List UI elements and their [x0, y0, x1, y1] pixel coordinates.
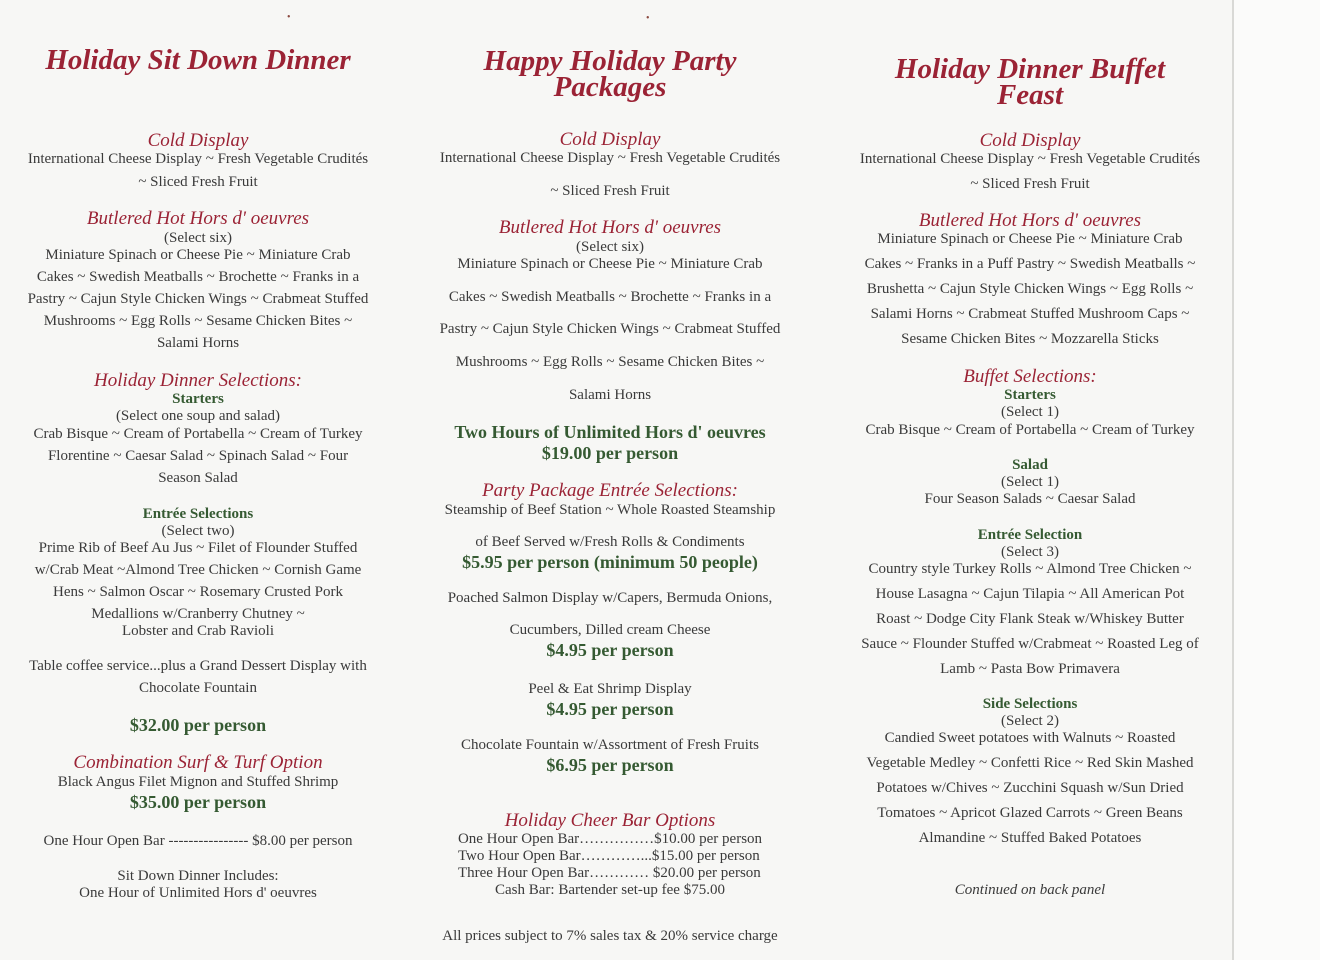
bar-options-heading: Holiday Cheer Bar Options [504, 810, 716, 831]
fountain-line: Chocolate Fountain w/Assortment of Fresh Fruits [461, 737, 759, 753]
entree-heading: Party Package Entrée Selections: [482, 480, 738, 501]
starters-line: Crab Bisque ~ Cream of Portabella ~ Cream of Turkey [33, 426, 363, 442]
unlimited-price: $19.00 per person [541, 443, 679, 463]
sides-line: Potatoes w/Chives ~ Zucchini Squash w/Sun Dried [876, 780, 1184, 796]
entree-line: Prime Rib of Beef Au Jus ~ Filet of Flounder Stuffed [38, 540, 358, 556]
bar-option: One Hour Open Bar……………$10.00 per person [457, 831, 763, 847]
entree-note: (Select 3) [1001, 544, 1059, 560]
bar-options-lines [458, 831, 762, 899]
starters-line: Season Salad [158, 470, 238, 486]
continued-note: Continued on back panel [954, 882, 1106, 898]
bar-option: Three Hour Open Bar………… $20.00 per person [457, 865, 761, 881]
hot-hors-line: Pastry ~ Cajun Style Chicken Wings ~ Crabmeat Stuffed [439, 321, 781, 337]
coffee-line: Chocolate Fountain [139, 680, 257, 696]
surf-turf-line: Black Angus Filet Mignon and Stuffed Shrimp [57, 774, 339, 790]
sit-down-dinner-panel [10, 0, 386, 960]
includes-line: Sit Down Dinner Includes: [117, 868, 279, 884]
cold-display-line: ~ Sliced Fresh Fruit [970, 176, 1090, 192]
hot-hors-line: Pastry ~ Cajun Style Chicken Wings ~ Crabmeat Stuffed [27, 291, 369, 307]
salad-line: Four Season Salads ~ Caesar Salad [924, 491, 1136, 507]
salad-note: (Select 1) [1001, 474, 1059, 490]
starters-note: (Select 1) [1001, 404, 1059, 420]
entree-line: Sauce ~ Flounder Stuffed w/Crabmeat ~ Roasted Leg of [861, 636, 1199, 652]
entree-line: w/Crab Meat ~Almond Tree Chicken ~ Cornish Game [34, 562, 362, 578]
surf-turf-price: $35.00 per person [129, 792, 267, 812]
hot-hors-line: Salami Horns [156, 335, 240, 351]
hot-hors-line: Mushrooms ~ Egg Rolls ~ Sesame Chicken Bites ~ [43, 313, 353, 329]
salmon-price: $4.95 per person [546, 640, 674, 660]
sides-subheading: Side Selections [982, 696, 1078, 712]
starters-subheading: Starters [1004, 387, 1056, 403]
panel-title-line: Packages [553, 71, 667, 103]
entree-line: of Beef Served w/Fresh Rolls & Condiments [475, 534, 745, 550]
cold-display-heading: Cold Display [559, 129, 661, 150]
entree-line: Country style Turkey Rolls ~ Almond Tree Chicken ~ [868, 561, 1192, 577]
buffet-selections-heading: Buffet Selections: [963, 366, 1097, 387]
price-footnote: All prices subject to 7% sales tax & 20% service charge [442, 928, 778, 944]
dinner-selections-heading: Holiday Dinner Selections: [94, 370, 302, 391]
panel-title [840, 53, 1220, 111]
panel-title [420, 45, 800, 103]
entree-subheading: Entrée Selection [977, 527, 1083, 543]
entree-line: Lobster and Crab Ravioli [121, 623, 275, 639]
salad-subheading: Salad [1012, 457, 1048, 473]
hot-hors-line: Salami Horns [568, 387, 652, 403]
bar-option: Two Hour Open Bar…………...$15.00 per person [457, 848, 760, 864]
starters-line: Florentine ~ Caesar Salad ~ Spinach Salad ~ Four [47, 448, 349, 464]
cold-display-line: International Cheese Display ~ Fresh Vegetable Crudités [859, 151, 1201, 167]
panel-title-line: Feast [996, 79, 1064, 111]
fountain-price: $6.95 per person [546, 755, 674, 775]
cold-display-line: ~ Sliced Fresh Fruit [550, 183, 670, 199]
hot-hors-note: (Select six) [164, 230, 232, 246]
cold-display-line: International Cheese Display ~ Fresh Vegetable Crudités [439, 150, 781, 166]
starters-note: (Select one soup and salad) [115, 408, 281, 424]
sides-line: Tomatoes ~ Apricot Glazed Carrots ~ Green Beans [877, 805, 1183, 821]
cold-display-line: International Cheese Display ~ Fresh Vegetable Crudités [27, 151, 369, 167]
panel-title-line: Happy Holiday Party [483, 45, 737, 77]
shrimp-line: Peel & Eat Shrimp Display [528, 681, 692, 697]
sides-line: Almandine ~ Stuffed Baked Potatoes [918, 830, 1142, 846]
shrimp-price: $4.95 per person [546, 699, 674, 719]
entree-subheading: Entrée Selections [142, 506, 254, 522]
hot-hors-line: Brushetta ~ Cajun Style Chicken Wings ~ Egg Rolls ~ [866, 281, 1194, 297]
entree-line: Medallions w/Cranberry Chutney ~ [91, 606, 305, 622]
hot-hors-line: Miniature Spinach or Cheese Pie ~ Miniature Crab [877, 231, 1183, 247]
hot-hors-line: Cakes ~ Swedish Meatballs ~ Brochette ~ Franks in a [36, 269, 360, 285]
print-mark: • [646, 13, 650, 24]
bar-options-list [420, 831, 800, 899]
salmon-line: Poached Salmon Display w/Capers, Bermuda Onions, [447, 590, 773, 606]
party-packages-panel [420, 0, 800, 960]
entree-line: Hens ~ Salmon Oscar ~ Rosemary Crusted Pork [53, 584, 343, 600]
hot-hors-line: Sesame Chicken Bites ~ Mozzarella Sticks [901, 331, 1159, 347]
bar-option: Cash Bar: Bartender set-up fee $75.00 [495, 882, 725, 898]
entree-line: Lamb ~ Pasta Bow Primavera [940, 661, 1120, 677]
hot-hors-line: Miniature Spinach or Cheese Pie ~ Miniature Crab [45, 247, 351, 263]
panel-title: Holiday Sit Down Dinner [45, 44, 351, 76]
hot-hors-heading: Butlered Hot Hors d' oeuvres [86, 208, 310, 229]
cold-display-heading: Cold Display [979, 130, 1081, 151]
salmon-line: Cucumbers, Dilled cream Cheese [509, 622, 711, 638]
print-mark: • [287, 12, 291, 23]
unlimited-line: Two Hours of Unlimited Hors d' oeuvres [454, 422, 766, 442]
hot-hors-line: Cakes ~ Swedish Meatballs ~ Brochette ~ Franks in a [448, 289, 772, 305]
starters-subheading: Starters [172, 391, 224, 407]
buffet-feast-panel [840, 0, 1220, 960]
entree-price: $5.95 per person (minimum 50 people) [462, 552, 758, 572]
entree-note: (Select two) [161, 523, 235, 539]
sides-line: Vegetable Medley ~ Confetti Rice ~ Red Skin Mashed [866, 755, 1194, 771]
entree-line: Roast ~ Dodge City Flank Steak w/Whiskey Butter [876, 611, 1184, 627]
hot-hors-line: Mushrooms ~ Egg Rolls ~ Sesame Chicken Bites ~ [455, 354, 765, 370]
sides-line: Candied Sweet potatoes with Walnuts ~ Roasted [884, 730, 1176, 746]
page-edge [1232, 0, 1320, 960]
open-bar-line: One Hour Open Bar ---------------- $8.00 per person [43, 833, 353, 849]
includes-line: One Hour of Unlimited Hors d' oeuvres [79, 885, 317, 901]
hot-hors-line: Miniature Spinach or Cheese Pie ~ Miniature Crab [457, 256, 763, 272]
sides-note: (Select 2) [1001, 713, 1059, 729]
hot-hors-heading: Butlered Hot Hors d' oeuvres [918, 210, 1142, 231]
cold-display-heading: Cold Display [147, 130, 249, 151]
entree-line: Steamship of Beef Station ~ Whole Roasted Steamship [444, 502, 776, 518]
hot-hors-line: Salami Horns ~ Crabmeat Stuffed Mushroom Caps ~ [870, 306, 1190, 322]
panel-title-line: Holiday Dinner Buffet [894, 53, 1166, 85]
starters-line: Crab Bisque ~ Cream of Portabella ~ Cream of Turkey [865, 422, 1195, 438]
entree-line: House Lasagna ~ Cajun Tilapia ~ All American Pot [875, 586, 1185, 602]
hot-hors-line: Cakes ~ Franks in a Puff Pastry ~ Swedish Meatballs ~ [864, 256, 1196, 272]
hot-hors-note: (Select six) [576, 239, 644, 255]
cold-display-line: ~ Sliced Fresh Fruit [138, 174, 258, 190]
dinner-price: $32.00 per person [129, 715, 267, 735]
surf-turf-heading: Combination Surf & Turf Option [73, 752, 323, 773]
hot-hors-heading: Butlered Hot Hors d' oeuvres [498, 217, 722, 238]
coffee-line: Table coffee service...plus a Grand Dessert Display with [29, 658, 367, 674]
